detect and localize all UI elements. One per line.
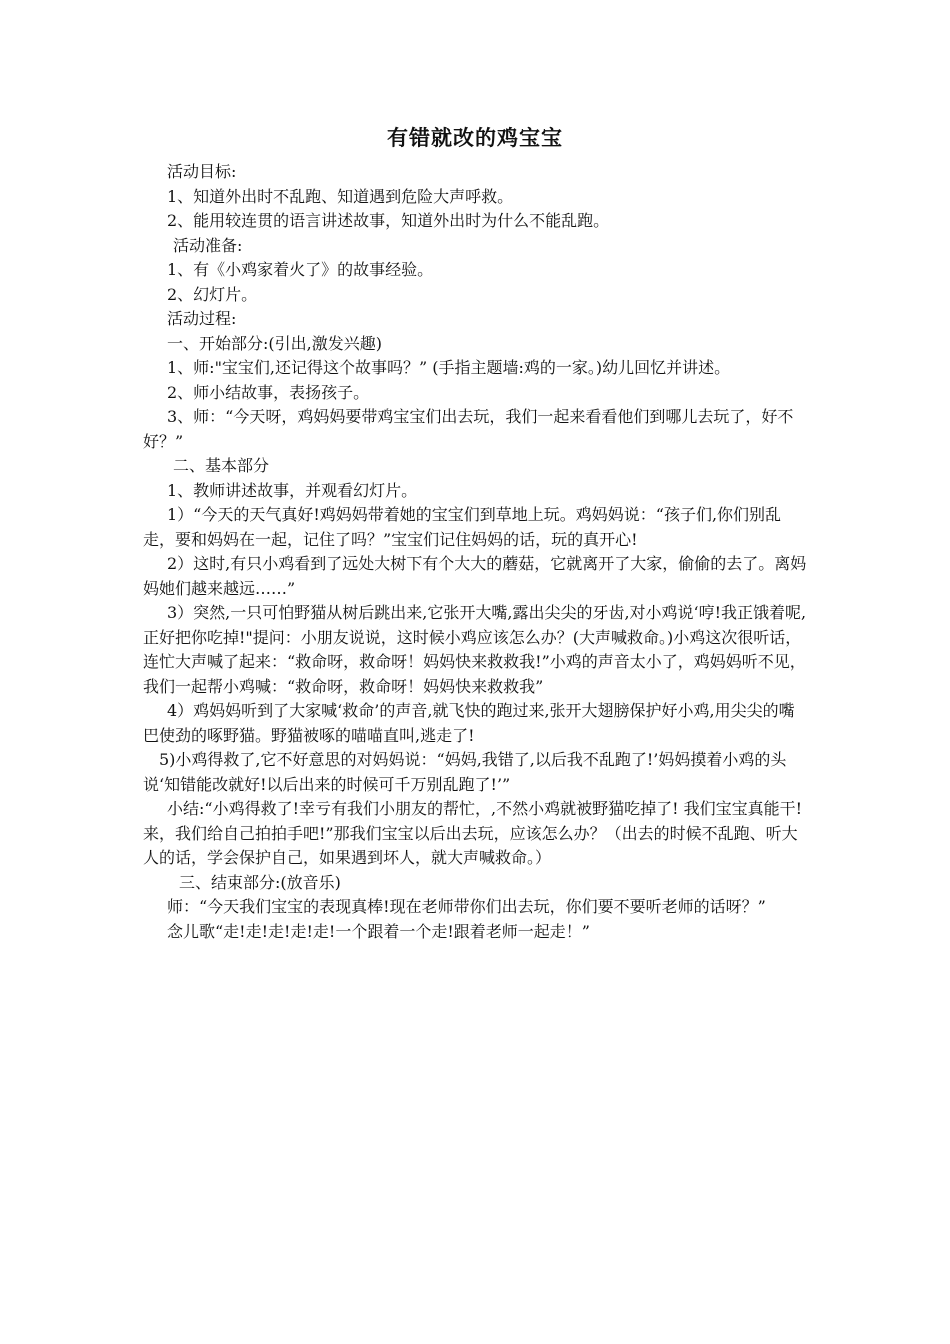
paragraph: 2、能用较连贯的语言讲述故事，知道外出时为什么不能乱跑。 bbox=[167, 211, 610, 230]
paragraph: 4）鸡妈妈听到了大家喊‘救命’的声音,就飞快的跑过来,张开大翅膀保护好小鸡,用尖尖的嘴巴使劲的啄野猫。野猫被啄的喵喵直叫,逃走了! bbox=[143, 701, 795, 745]
paragraph: 3）突然,一只可怕野猫从树后跳出来,它张开大嘴,露出尖尖的牙齿,对小鸡说‘哼!我正饿着呢,正好把你吃掉!"提问：小朋友说说，这时候小鸡应该怎么办？(大声喊救命。)小鸡这次很听话，连忙大声喊了起来：“救命呀，救命呀！妈妈快来救救我!”小鸡的声音太小了，鸡妈妈听不见，我们一起帮小鸡喊：“救命呀，救命呀！妈妈快来救救我” bbox=[143, 603, 807, 696]
paragraph: 1、知道外出时不乱跑、知道遇到危险大声呼救。 bbox=[167, 186, 514, 206]
document-body bbox=[143, 124, 807, 944]
paragraph: 念儿歌“走!走!走!走!走!一个跟着一个走!跟着老师一起走！” bbox=[167, 921, 590, 941]
paragraph-list bbox=[143, 160, 807, 944]
paragraph: 2、幻灯片。 bbox=[167, 284, 258, 304]
paragraph: 师：“今天我们宝宝的表现真棒!现在老师带你们出去玩，你们要不要听老师的话呀？” bbox=[167, 897, 766, 916]
paragraph: 2、师小结故事，表扬孩子。 bbox=[167, 382, 370, 402]
paragraph: 1、教师讲述故事，并观看幻灯片。 bbox=[167, 480, 418, 500]
paragraph: 1、有《小鸡家着火了》的故事经验。 bbox=[167, 260, 434, 279]
paragraph: 2）这时,有只小鸡看到了远处大树下有个大大的蘑菇，它就离开了大家，偷偷的去了。离妈妈她们越来越远……” bbox=[143, 554, 807, 598]
paragraph: 5)小鸡得救了,它不好意思的对妈妈说：“妈妈,我错了,以后我不乱跑了!’妈妈摸着小鸡的头说‘知错能改就好!以后出来的时候可千万别乱跑了!’” bbox=[143, 750, 787, 794]
paragraph: 3、师：“今天呀，鸡妈妈要带鸡宝宝们出去玩，我们一起来看看他们到哪儿去玩了，好不好？” bbox=[143, 407, 794, 451]
paragraph: 活动准备: bbox=[173, 235, 243, 255]
paragraph: 二、基本部分 bbox=[173, 456, 270, 475]
paragraph: 活动目标: bbox=[167, 162, 237, 181]
paragraph: 三、结束部分:(放音乐) bbox=[179, 872, 341, 892]
paragraph: 1）“今天的天气真好!鸡妈妈带着她的宝宝们到草地上玩。鸡妈妈说：“孩子们,你们别乱走，要和妈妈在一起，记住了吗？”宝宝们记住妈妈的话，玩的真开心! bbox=[143, 505, 782, 549]
paragraph: 一、开始部分:(引出,激发兴趣) bbox=[167, 333, 382, 353]
paragraph: 小结:“小鸡得救了!幸亏有我们小朋友的帮忙，,不然小鸡就被野猫吃掉了! 我们宝宝真能干!来，我们给自己拍拍手吧!”那我们宝宝以后出去玩，应该怎么办？（出去的时候不乱跑、听大人的话，学会保护自己，如果遇到坏人，就大声喊救命。） bbox=[143, 799, 803, 867]
document-title: 有错就改的鸡宝宝 bbox=[387, 126, 563, 150]
paragraph: 活动过程: bbox=[167, 309, 237, 328]
paragraph: 1、师:"宝宝们,还记得这个故事吗？” (手指主题墙:鸡的一家。)幼儿回忆并讲述。 bbox=[167, 358, 731, 377]
